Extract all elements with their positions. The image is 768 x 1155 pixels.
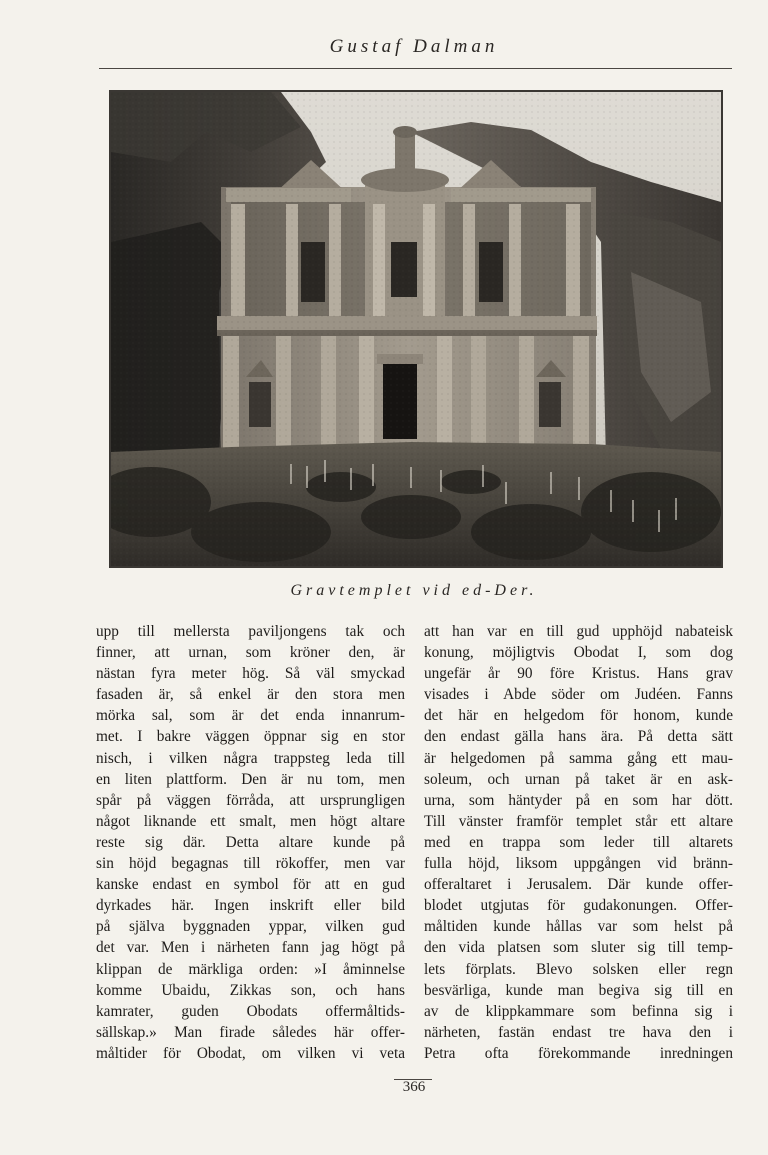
text-line: den vida platsen som sluter sig till temp-	[424, 939, 733, 957]
text-line: soleum, och urnan på taket är en ask-	[424, 770, 733, 788]
text-line: det var. Men i närheten fann jag högt på	[96, 939, 405, 957]
text-line: av de klippkammare som befinna sig i	[424, 1002, 733, 1020]
text-line: Petra ofta förekommande inredningen	[424, 1044, 733, 1062]
text-line: finner, att urnan, som kröner den, är	[96, 644, 405, 662]
text-line: reste sig där. Detta altare kunde på	[96, 833, 405, 851]
running-title: Gustaf Dalman	[329, 36, 499, 57]
text-line: måltider för Obodat, om vilken vi veta	[96, 1044, 405, 1062]
page-number: 366	[402, 1079, 426, 1095]
text-line: visades i Abde söder om Judéen. Fanns	[424, 686, 733, 704]
left-column	[96, 621, 405, 1064]
text-line: något liknande ett smalt, men högt altare	[96, 812, 405, 830]
text-line: en liten plattform. Den är nu tom, men	[96, 770, 405, 788]
text-line: met. I bakre väggen öppnar sig en stor	[96, 728, 405, 746]
text-line: besvärliga, kunde man begiva sig till en	[424, 981, 733, 999]
text-line: kanske endast en symbol för att en gud	[96, 876, 405, 894]
text-line: lets förplats. Blevo solsken eller regn	[424, 960, 733, 978]
text-line: på själva byggnaden yppar, vilken gud	[96, 918, 405, 936]
text-line: nästan fyra meter hög. Så väl smyckad	[96, 665, 405, 683]
text-line: fulla höjd, liksom uppgången vid bränn-	[424, 855, 733, 873]
text-line: komme Ubaidu, Zikkas son, och hans	[96, 981, 405, 999]
text-line: upp till mellersta paviljongens tak och	[96, 623, 405, 640]
text-line: ungefär år 90 före Kristus. Hans grav	[424, 665, 733, 683]
petra-monastery-photo	[111, 92, 721, 566]
figure-caption: Gravtemplet vid ed-Der.	[290, 582, 538, 599]
right-column	[424, 621, 733, 1064]
text-line: kamrater, guden Obodats offermåltids-	[96, 1002, 405, 1020]
text-line: spår på väggen förråda, att ursprungligen	[96, 791, 405, 809]
text-line: fasaden är, så enkel är den stora men	[96, 686, 405, 704]
text-line: Till vänster framför templet står ett altare	[424, 812, 733, 830]
text-line: offeraltaret i Jerusalem. Där kunde offer-	[424, 876, 733, 894]
text-line: blodet utgjutas för gudakonungen. Offer-	[424, 897, 733, 915]
text-line: med en trappa som leder till altarets	[424, 833, 733, 851]
text-line: dyrkades här. Ingen inskrift eller bild	[96, 897, 405, 915]
text-line: nisch, i vilken några trappsteg leda till	[96, 749, 405, 767]
text-line: konung, möjligtvis Obodat I, som dog	[424, 644, 733, 662]
header-rule	[99, 68, 732, 69]
text-line: är helgedomen på samma gång ett mau-	[424, 749, 733, 767]
text-line: sin höjd begagnas till rökoffer, men var	[96, 855, 405, 873]
text-line: sällskap.» Man firade således här offer-	[96, 1023, 405, 1041]
text-line: att han var en till gud upphöjd nabateisk	[424, 623, 733, 640]
text-line: det här en helgedom för honom, kunde	[424, 707, 733, 725]
text-line: mörka sal, som är det enda innanrum-	[96, 707, 405, 725]
text-line: måltiden kunde hållas var som helst på	[424, 918, 733, 936]
text-line: urna, som häntyder på en som har dött.	[424, 791, 733, 809]
text-line: klippan de märkliga orden: »I åminnelse	[96, 960, 405, 978]
text-line: den endast gälla hans ära. På detta sätt	[424, 728, 733, 746]
text-line: närheten, fastän endast tre hava den i	[424, 1023, 733, 1041]
photo-plate	[109, 90, 723, 568]
